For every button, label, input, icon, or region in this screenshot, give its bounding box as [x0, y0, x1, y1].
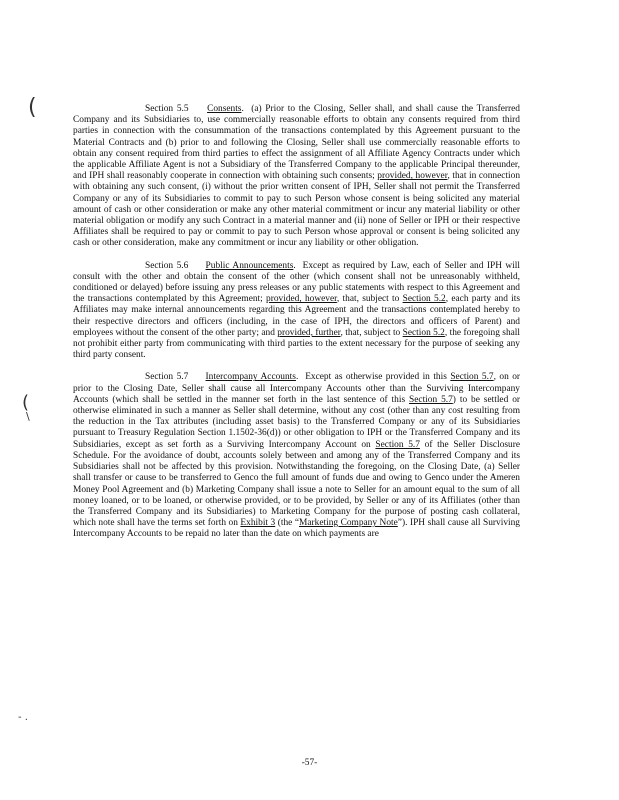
- margin-tick-mark: \: [26, 410, 30, 423]
- paragraph-text: Except as otherwise provided in this: [305, 372, 451, 383]
- body-text: [73, 104, 520, 552]
- margin-bracket-mark: (: [28, 95, 37, 120]
- proviso-term: provided, further: [277, 327, 341, 338]
- section-reference: Section 5.7: [450, 372, 494, 383]
- paragraph-text: ”). IPH shall cause all Surviving Intercompany Accounts to be repaid no later than the date on which payments are: [73, 518, 520, 540]
- page-number: -57-: [301, 758, 318, 768]
- paragraph-text: , on or prior to the Closing Date, Seller shall cause all Intercompany Accounts other than the Surviving Intercompany Accounts (which shall be settled in the manner set forth in the last sentence of this: [73, 372, 521, 405]
- paragraph-text: ) to be settled or otherwise eliminated in such a manner as Seller shall determine, without any cost (other than any cost resulting from the reduction in the Tax attributes (including asset basis) to the Transferred Company or any of its Subsidiaries pursuant to Treasury Regulation Section 1.1502-36(d)) or other obligation to IPH or the Transferred Company and its Subsidiaries, except as set forth as a Surviving Intercompany Account on: [73, 394, 521, 450]
- proviso-term: provided, however: [377, 171, 448, 182]
- paragraph-text: of the Seller Disclosure Schedule. For the avoidance of doubt, accounts solely between and among any of the Transferred Company and its Subsidiaries shall not be affected by this provision. Notwithstanding the foregoing, on the Closing Date, (a) Seller shall transfer or cause to be transferred to Genco the full amount of funds due and owing to Genco under the Ameren Money Pool Agreement and (b) Marketing Company shall issue a note to Seller for an amount equal to the sum of all money loaned, or to be loaned, or otherwise provided, or to be provided, by Seller or any of its Affiliates (other than the Transferred Company and its Subsidiaries) to Marketing Company for the purpose of posting cash collateral, which note shall have the terms set forth on: [73, 439, 520, 529]
- proviso-term: provided, however: [266, 294, 337, 305]
- section-5-6-public-announcements: Section 5.6 Public Announcements. Except as required by Law, each of Seller and IPH will consult with the other and obtain the consent of the other (which consent shall not be unreasonably withheld, conditioned or delayed) before issuing any press releases or any public statements with respect to this Agreement and the transactions contemplated by this Agreement; provided, however, that, subject to Section 5.2, each party and its Affiliates may make internal announcements regarding this Agreement and the transactions contemplated hereby to their respective directors and officers (including, in the case of IPH, the directors and officers of Parent) and employees without the consent of the other party; and provided, further, that, subject to Section 5.2, the foregoing shall not prohibit either party from communicating with third parties to the extent necessary for the purpose of seeking any third party consent.: [73, 260, 521, 361]
- section-number: Section 5.7: [145, 372, 189, 383]
- margin-dash-mark: - .: [18, 712, 28, 723]
- paragraph-text: , each party and its Affiliates may make internal announcements regarding this Agreement and the transactions contemplated hereby to their respective directors and officers (including, in the case of IPH, the directors and officers of Parent) and employees without the consent of the other party; and: [73, 294, 521, 338]
- paragraph-text: , the foregoing shall not prohibit either party from communicating with third parties to the extent necessary for the purpose of seeking any third party consent.: [73, 327, 520, 361]
- paragraph-text: (a) Prior to the Closing, Seller shall, and shall cause the Transferred Company and its Subsidiaries to, use commercially reasonable efforts to obtain any consents required from third parties in connection with the consummation of the transactions contemplated by this Agreement pursuant to the Material Contracts and (b) prior to and following the Closing, Seller shall use commercially reasonable efforts to obtain any consent required from third parties to effect the assignment of all Affiliate Agency Contracts under which the applicable Affiliate Agent is not a Subsidiary of the Transferred Company to the applicable Principal thereunder, and IPH shall reasonably cooperate in connection with obtaining such consents;: [73, 104, 520, 182]
- paragraph-text: , that, subject to: [336, 294, 403, 305]
- section-heading: Public Announcements: [205, 260, 294, 271]
- section-reference: Section 5.7: [409, 394, 453, 405]
- section-reference: Section 5.2: [402, 294, 446, 305]
- margin-bracket-mark: (: [22, 392, 30, 413]
- defined-term: Marketing Company Note: [299, 518, 398, 529]
- section-5-5-consents: Section 5.5 Consents. (a) Prior to the Closing, Seller shall, and shall cause the Transferred Company and its Subsidiaries to, use commercially reasonable efforts to obtain any consents required from third parties in connection with the consummation of the transactions contemplated by this Agreement pursuant to the Material Contracts and (b) prior to and following the Closing, Seller shall use commercially reasonable efforts to obtain any consent required from third parties to effect the assignment of all Affiliate Agency Contracts under which the applicable Affiliate Agent is not a Subsidiary of the Transferred Company to the applicable Principal thereunder, and IPH shall reasonably cooperate in connection with obtaining such consents; provided, however, that in connection with obtaining any such consent, (i) without the prior written consent of IPH, Seller shall not permit the Transferred Company or any of its Subsidiaries to commit to pay to such Person whose consent is being solicited any material amount of cash or other consideration or make any other material commitment or incur any material liability or other material obligation or modify any such Contract in a material manner and (ii) none of Seller or IPH or their respective Affiliates shall be required to pay or commit to pay to such Person whose approval or consent is being solicited any cash or other consideration, make any commitment or incur any liability or other obligation.: [73, 104, 521, 249]
- paragraph-text: (the “: [275, 518, 300, 529]
- exhibit-reference: Exhibit 3: [240, 518, 276, 529]
- paragraph-text: , that in connection with obtaining any such consent, (i) without the prior written consent of IPH, Seller shall not permit the Transferred Company or any of its Subsidiaries to commit to pay to such Person whose consent is being solicited any material amount of cash or other consideration or make any other material commitment or incur any material liability or other material obligation or modify any such Contract in a material manner and (ii) none of Seller or IPH or their respective Affiliates shall be required to pay or commit to pay to such Person whose approval or consent is being solicited any cash or other consideration, make any commitment or incur any liability or other obligation.: [73, 171, 521, 249]
- section-heading: Intercompany Accounts: [205, 372, 296, 383]
- section-number: Section 5.5: [145, 104, 189, 114]
- section-reference: Section 5.2: [402, 327, 445, 338]
- section-reference: Section 5.7: [375, 439, 420, 450]
- section-heading: Consents: [207, 104, 242, 114]
- paragraph-text: , that, subject to: [340, 327, 403, 338]
- paragraph-text: Except as required by Law, each of Seller and IPH will consult with the other and obtain the consent of the other (which consent shall not be unreasonably withheld, conditioned or delayed) before issuing any press releases or any public statements with respect to this Agreement and the transactions contemplated by this Agreement;: [73, 260, 521, 305]
- section-number: Section 5.6: [145, 260, 189, 271]
- section-5-7-intercompany-accounts: Section 5.7 Intercompany Accounts. Except as otherwise provided in this Section 5.7, on or prior to the Closing Date, Seller shall cause all Intercompany Accounts other than the Surviving Intercompany Accounts (which shall be settled in the manner set forth in the last sentence of this Section 5.7) to be settled or otherwise eliminated in such a manner as Seller shall determine, without any cost (other than any cost resulting from the reduction in the Tax attributes (including asset basis) to the Transferred Company or any of its Subsidiaries pursuant to Treasury Regulation Section 1.1502-36(d)) or other obligation to IPH or the Transferred Company and its Subsidiaries, except as set forth as a Surviving Intercompany Account on Section 5.7 of the Seller Disclosure Schedule. For the avoidance of doubt, accounts solely between and among any of the Transferred Company and its Subsidiaries shall not be affected by this provision. Notwithstanding the foregoing, on the Closing Date, (a) Seller shall transfer or cause to be transferred to Genco the full amount of funds due and owing to Genco under the Ameren Money Pool Agreement and (b) Marketing Company shall issue a note to Seller for an amount equal to the sum of all money loaned, or to be loaned, or otherwise provided, or to be provided, by Seller or any of its Affiliates (other than the Transferred Company and its Subsidiaries) to Marketing Company for the purpose of posting cash collateral, which note shall have the terms set forth on Exhibit 3 (the “Marketing Company Note”). IPH shall cause all Surviving Intercompany Accounts to be repaid no later than the date on which payments are: [73, 372, 521, 540]
